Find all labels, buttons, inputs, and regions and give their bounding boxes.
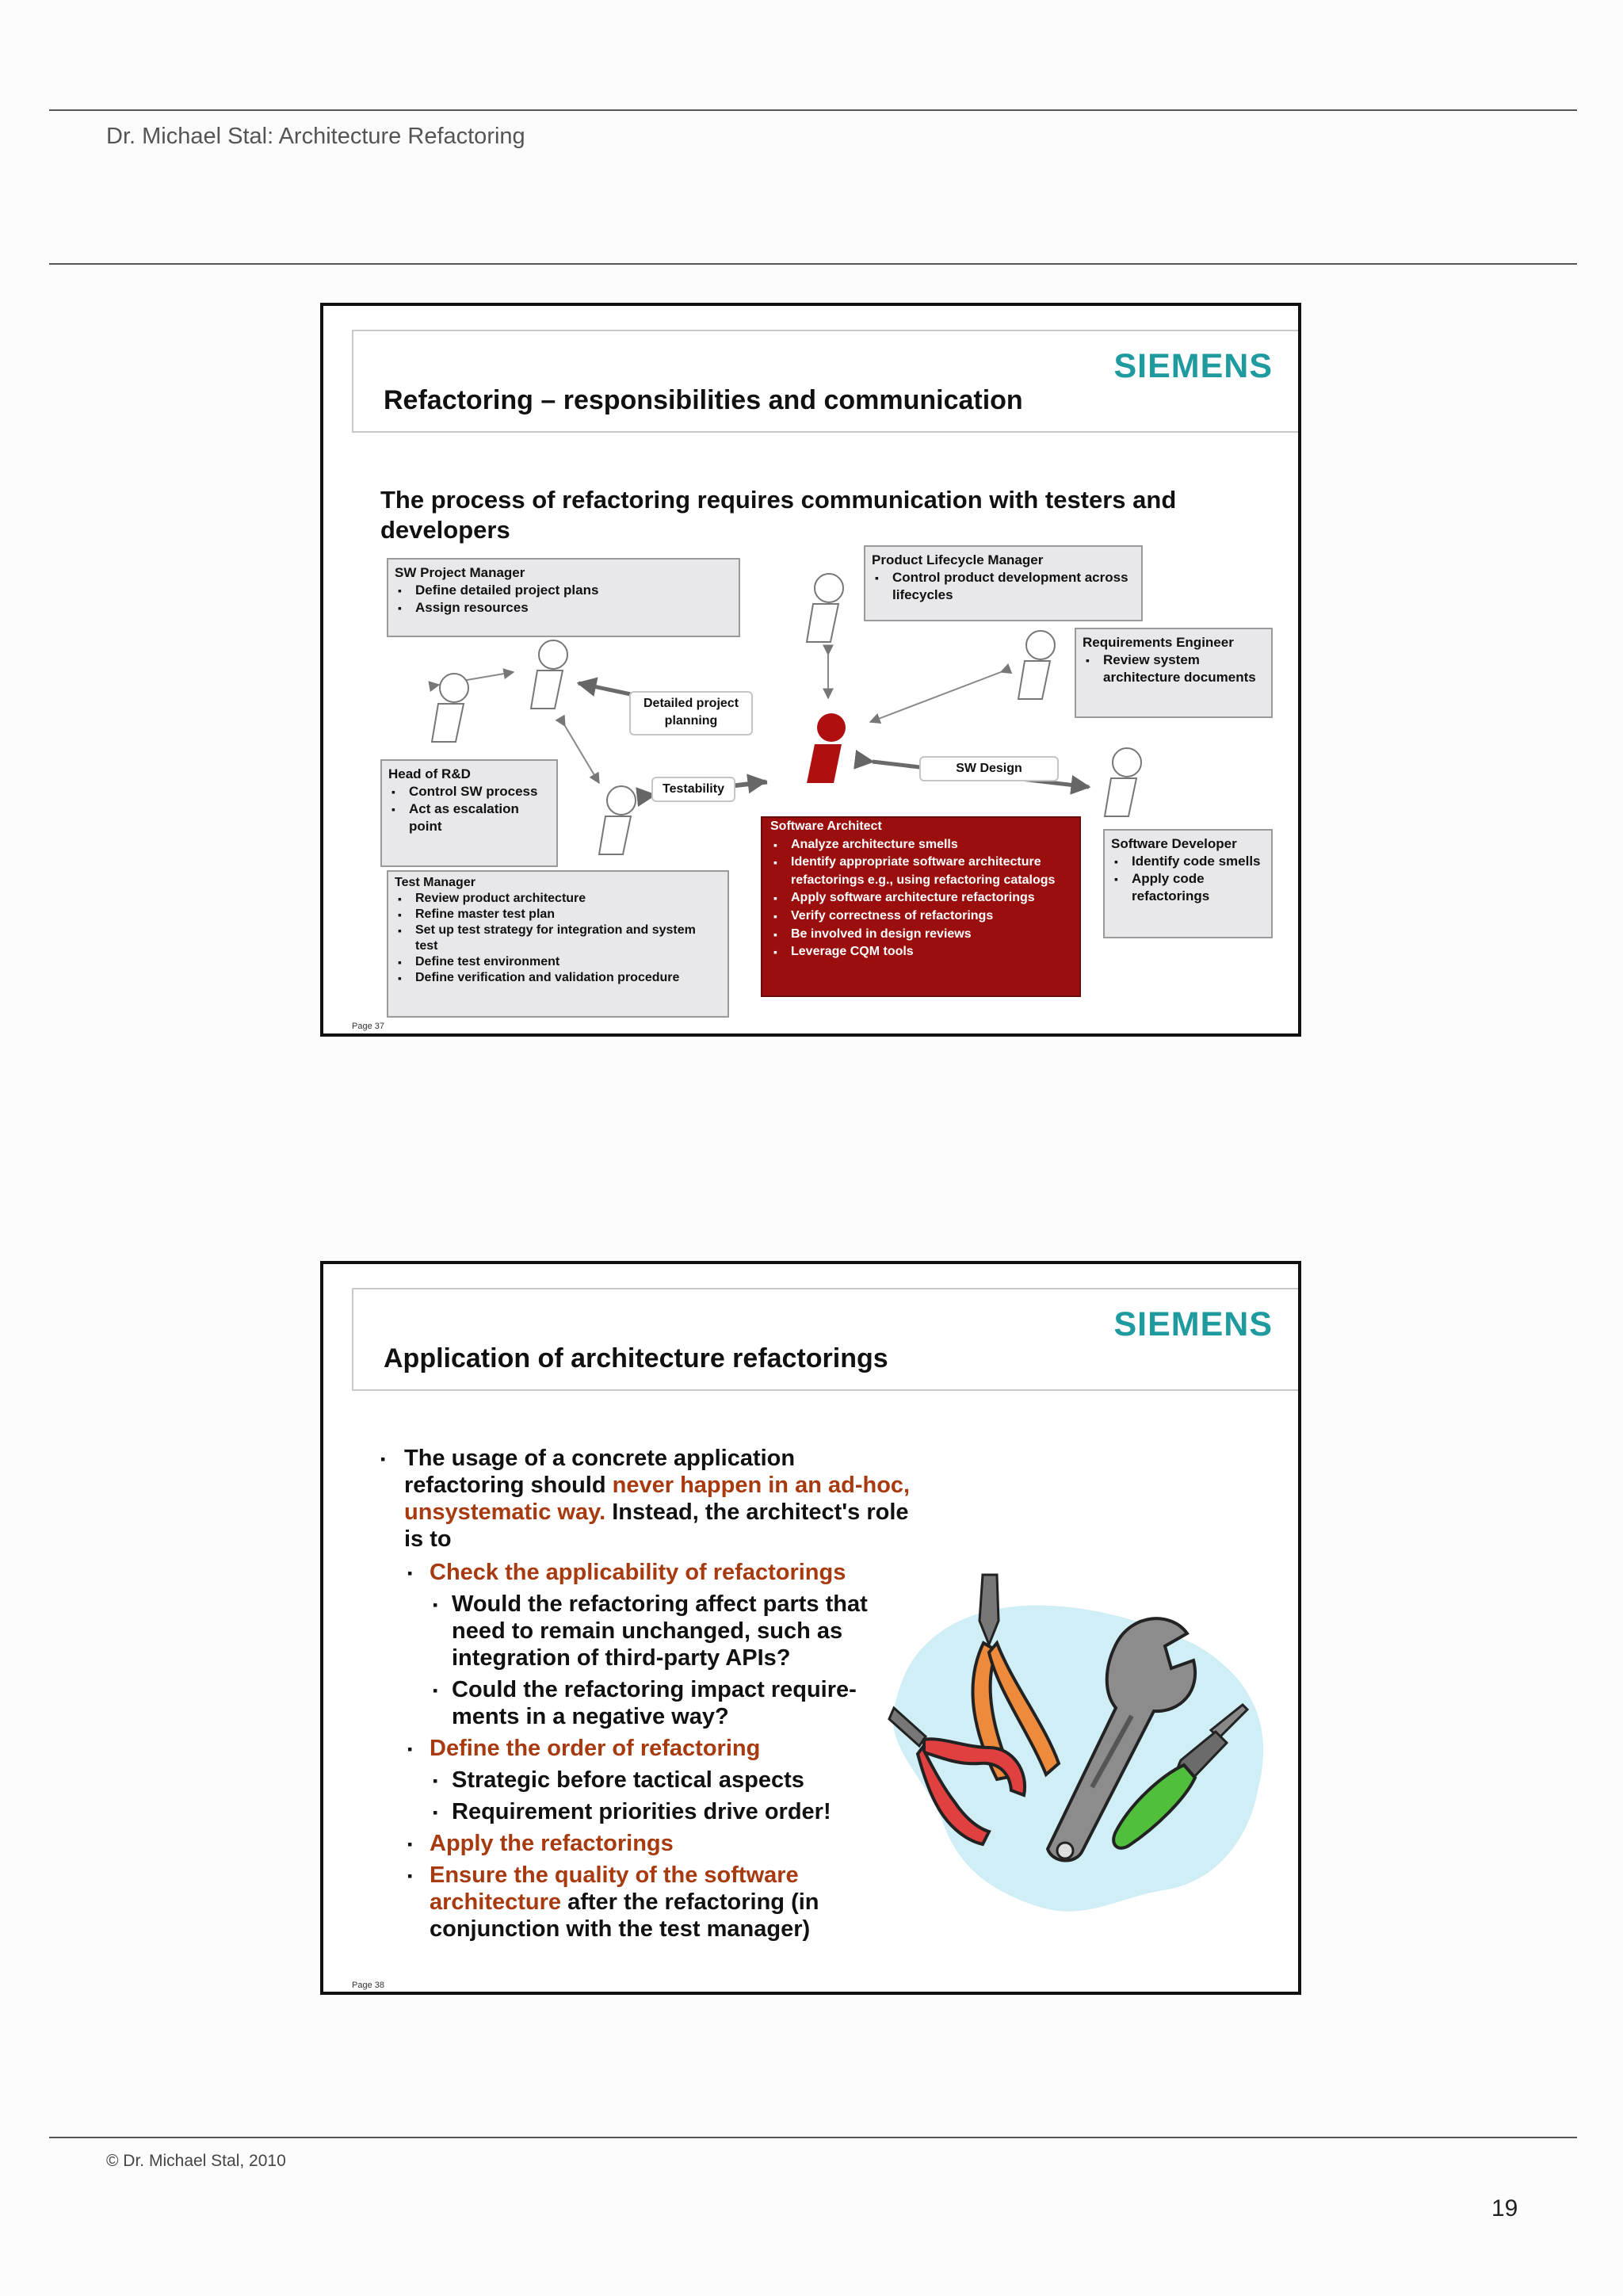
role-item: ▪ Verify correctness of refactorings — [770, 907, 1071, 926]
slide-title-bar — [352, 1288, 1301, 1391]
role-item: ▪ Refine master test plan — [395, 907, 721, 923]
role-item: ▪ Review system architecture documents — [1083, 651, 1265, 686]
role-item: ▪ Leverage CQM tools — [770, 943, 1071, 961]
slide-38 — [320, 1261, 1301, 1995]
role-item: ▪ Identify code smells — [1111, 853, 1265, 870]
sub-bullet: ▪ Requirement priorities drive order! — [433, 1799, 831, 1824]
person-icon-dev — [1105, 748, 1141, 816]
connector-re-architect — [870, 672, 1001, 722]
sub-bullet: ▪ Could the refactoring impact require-ments in a negative way? — [433, 1677, 857, 1729]
slide-lead-text: The process of refactoring requires communication with testers and developers — [380, 486, 1177, 544]
connector-architect-pm — [579, 683, 631, 694]
person-icon-architect — [807, 713, 846, 783]
bullet-define-order: ▪ Define the order of refactoring — [407, 1736, 761, 1761]
connector-pm-tm — [565, 726, 599, 783]
siemens-logo: SIEMENS — [1113, 1305, 1273, 1343]
role-box-software-developer: Software Developer ▪ Identify code smells ▪ Apply code refactorings — [1103, 829, 1273, 938]
header-rule-top — [49, 109, 1577, 111]
page-number: 19 — [1491, 2195, 1518, 2222]
document-header: Dr. Michael Stal: Architecture Refactoring — [106, 124, 525, 149]
role-box-product-lifecycle-manager: Product Lifecycle Manager ▪ Control product development across lifecycles — [864, 545, 1143, 621]
slide-page-number: Page 38 — [352, 1981, 384, 1990]
role-item: ▪ Review product architecture — [395, 891, 721, 907]
role-item: ▪ Apply code refactorings — [1111, 870, 1265, 905]
role-box-sw-project-manager: SW Project Manager ▪ Define detailed project plans ▪ Assign resources — [387, 558, 740, 637]
role-item: ▪ Control SW process — [388, 783, 550, 800]
person-icon-pm — [531, 640, 567, 709]
role-box-software-architect: Software Architect ▪ Analyze architecture smells ▪ Identify appropriate software architecture refactorings e.g., using refactoring catalogs ▪ Apply software architecture refactorings ▪ Verify correctness of refactorings ▪ Be involved in design reviews ▪ Leverage CQM tools — [761, 816, 1081, 997]
bullet-list — [380, 1445, 919, 1943]
person-icon-tm — [599, 786, 636, 854]
role-box-requirements-engineer: Requirements Engineer ▪ Review system architecture documents — [1075, 628, 1273, 718]
tools-clipart — [878, 1549, 1290, 1962]
bullet-apply: ▪ Apply the refactorings — [407, 1831, 674, 1856]
bullet-ensure-quality: ▪ Ensure the quality of the software architecture after the refactoring (in conjunction with the test manager) — [407, 1862, 819, 1942]
slide-page-number: Page 37 — [352, 1022, 384, 1031]
slide-title: Application of architecture refactorings — [384, 1343, 888, 1373]
sub-bullet: ▪ Strategic before tactical aspects — [433, 1767, 804, 1793]
role-item: ▪ Assign resources — [395, 599, 732, 617]
siemens-logo: SIEMENS — [1113, 347, 1273, 385]
role-box-head-of-rnd: Head of R&D ▪ Control SW process ▪ Act as escalation point — [380, 759, 558, 867]
role-item: ▪ Act as escalation point — [388, 800, 550, 835]
role-item: ▪ Control product development across lifecycles — [872, 569, 1135, 604]
role-item: ▪ Apply software architecture refactorings — [770, 889, 1071, 907]
role-box-test-manager: Test Manager ▪ Review product architecture ▪ Refine master test plan ▪ Set up test strategy for integration and system test ▪ Define test environment ▪ Define verification and validation procedure — [387, 870, 729, 1018]
label-sw-design: SW Design — [919, 756, 1059, 781]
role-item: ▪ Define detailed project plans — [395, 582, 732, 599]
person-icon-headrnd — [432, 674, 468, 742]
role-item: ▪ Be involved in design reviews — [770, 926, 1071, 944]
slide-37 — [320, 303, 1301, 1037]
header-rule-bottom — [49, 263, 1577, 265]
footer-rule — [49, 2137, 1577, 2138]
bullet-intro: ▪ The usage of a concrete application refactoring should never happen in an ad-hoc, unsystematic way. Instead, the architect's role is to — [380, 1446, 911, 1552]
role-item: ▪ Define test environment — [395, 954, 721, 970]
role-item: ▪ Define verification and validation procedure — [395, 970, 721, 986]
sub-bullet: ▪ Would the refactoring affect parts that need to remain unchanged, such as integration of third-party APIs? — [433, 1591, 868, 1671]
role-item: ▪ Identify appropriate software architecture refactorings e.g., using refactoring catalogs — [770, 854, 1071, 889]
document-footer: © Dr. Michael Stal, 2010 — [106, 2152, 286, 2170]
person-icon-plm — [807, 574, 843, 642]
role-item: ▪ Analyze architecture smells — [770, 836, 1071, 854]
bullet-check-applicability: ▪ Check the applicability of refactorings — [407, 1560, 846, 1585]
slide-title: Refactoring – responsibilities and communication — [384, 385, 1023, 415]
label-testability: Testability — [651, 777, 735, 802]
label-detailed-planning: Detailed project planning — [629, 691, 753, 735]
role-item: ▪ Set up test strategy for integration and system test — [395, 923, 721, 954]
person-icon-re — [1018, 631, 1055, 699]
